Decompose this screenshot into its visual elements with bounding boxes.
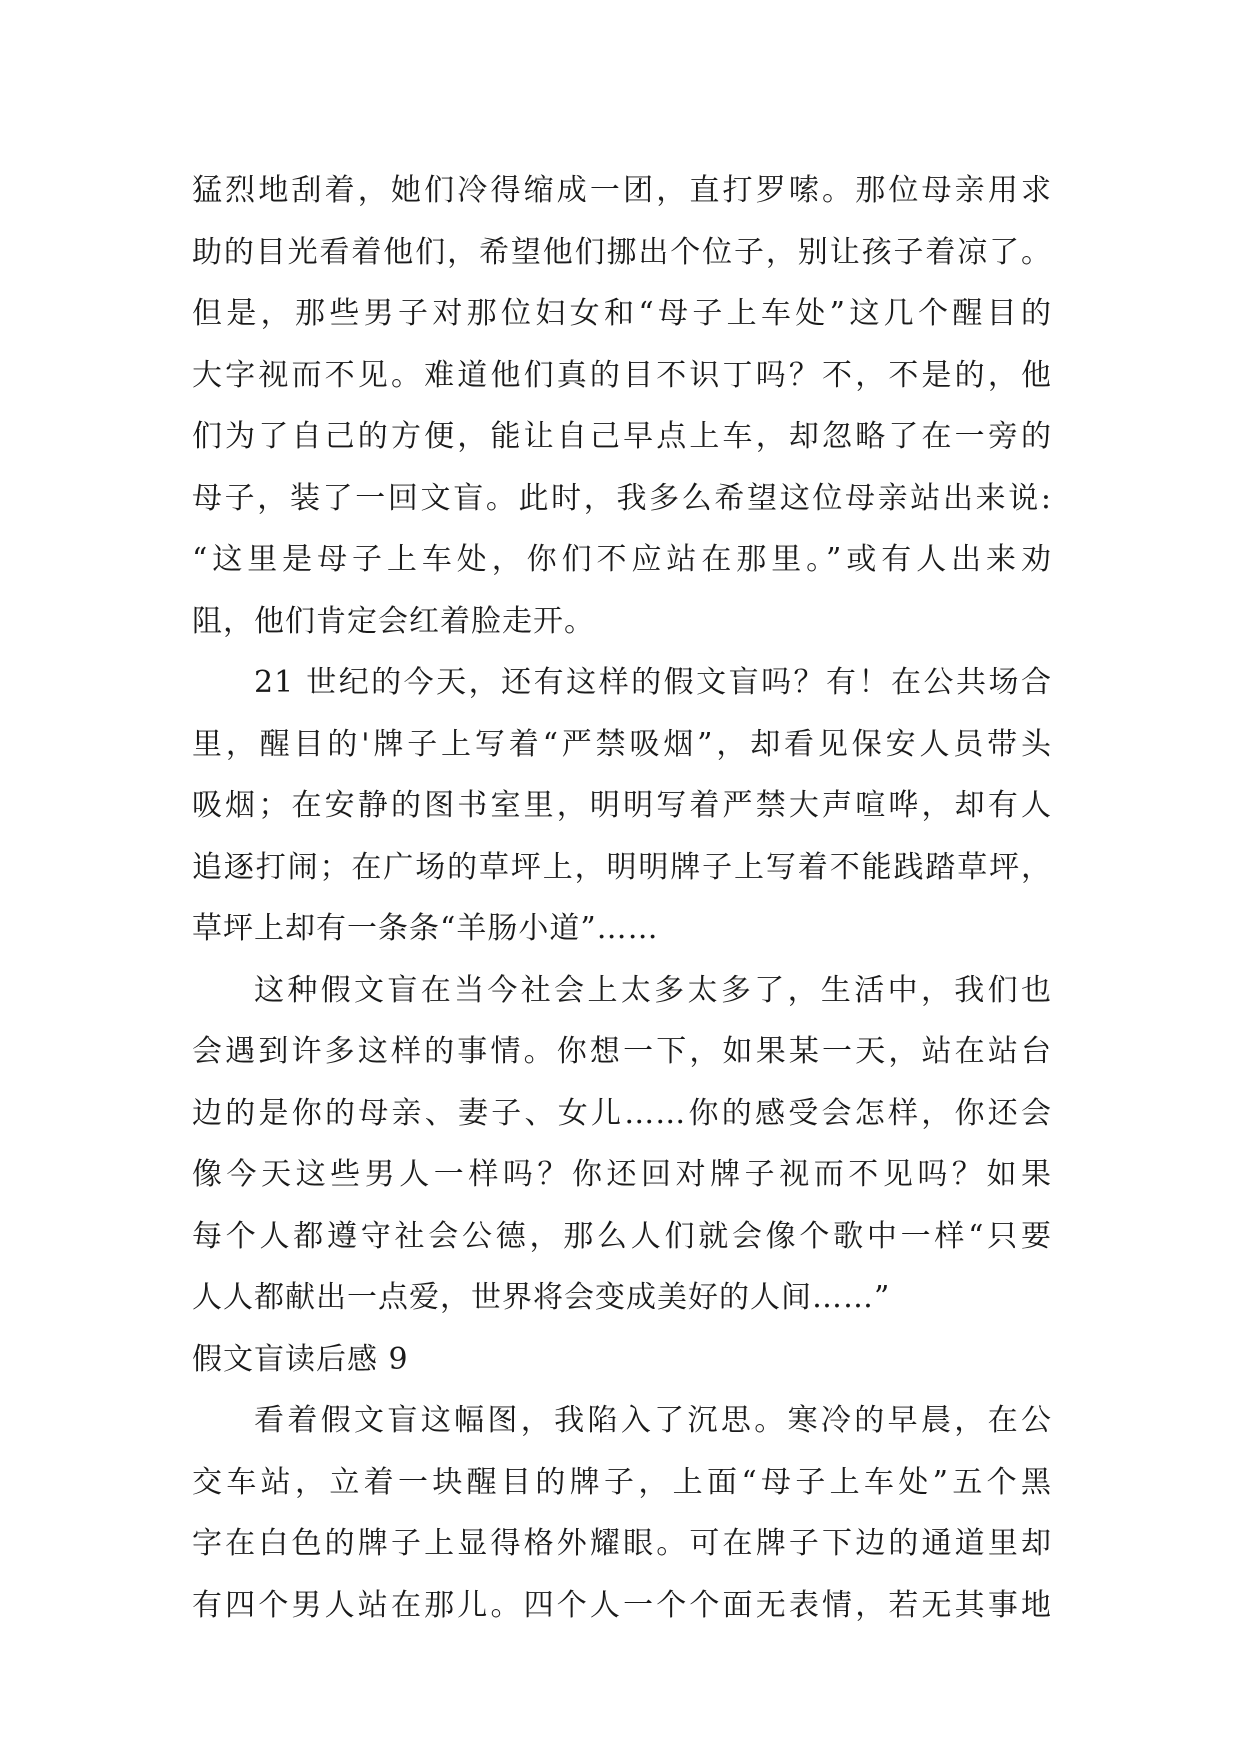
text-line: 字在白色的牌子上显得格外耀眼。可在牌子下边的通道里却 xyxy=(192,1526,1052,1561)
text-line: 草坪上却有一条条“羊肠小道”…… xyxy=(192,911,659,946)
text-line: 每个人都遵守社会公德，那么人们就会像个歌中一样“只要 xyxy=(192,1218,1052,1254)
text-line: 像今天这些男人一样吗？你还回对牌子视而不见吗？如果 xyxy=(192,1157,1052,1192)
paragraph-2 xyxy=(192,652,1052,960)
text-line: 猛烈地刮着，她们冷得缩成一团，直打罗嗦。那位母亲用求 xyxy=(192,173,1052,208)
text-line: 母子，装了一回文盲。此时，我多么希望这位母亲站出来说: xyxy=(192,480,1052,516)
text-line: 助的目光看着他们，希望他们挪出个位子，别让孩子着凉了。 xyxy=(192,234,1052,270)
text-line: 但是，那些男子对那位妇女和“母子上车处”这几个醒目的 xyxy=(192,296,1052,331)
text-line: 边的是你的母亲、妻子、女儿……你的感受会怎样，你还会 xyxy=(192,1095,1052,1131)
paragraph-1 xyxy=(192,160,1052,652)
text-line: 有四个男人站在那儿。四个人一个个面无表情，若无其事地 xyxy=(192,1587,1052,1623)
document-body xyxy=(192,160,1052,1636)
text-line: “这里是母子上车处，你们不应站在那里。”或有人出来劝 xyxy=(192,542,1052,577)
paragraph-4 xyxy=(192,1390,1052,1636)
text-line: 人人都献出一点爱，世界将会变成美好的人间……” xyxy=(192,1280,891,1315)
paragraph-3 xyxy=(192,960,1052,1329)
section-heading: 假文盲读后感 9 xyxy=(192,1341,409,1377)
text-line: 21 世纪的今天，还有这样的假文盲吗？有！在公共场合 xyxy=(254,665,1052,700)
text-line: 里，醒目的'牌子上写着“严禁吸烟”，却看见保安人员带头 xyxy=(192,726,1052,762)
text-line: 们为了自己的方便，能让自己早点上车，却忽略了在一旁的 xyxy=(192,419,1052,454)
text-line: 看着假文盲这幅图，我陷入了沉思。寒冷的早晨，在公 xyxy=(254,1403,1052,1438)
text-line: 追逐打闹；在广场的草坪上，明明牌子上写着不能践踏草坪， xyxy=(192,849,1052,885)
text-line: 这种假文盲在当今社会上太多太多了，生活中，我们也 xyxy=(254,972,1052,1008)
text-line: 大字视而不见。难道他们真的目不识丁吗？不，不是的，他 xyxy=(192,357,1052,393)
text-line: 吸烟；在安静的图书室里，明明写着严禁大声喧哗，却有人 xyxy=(192,788,1052,823)
text-line: 交车站，立着一块醒目的牌子，上面“母子上车处”五个黑 xyxy=(192,1464,1052,1500)
text-line: 阻，他们肯定会红着脸走开。 xyxy=(192,603,595,639)
text-line: 会遇到许多这样的事情。你想一下，如果某一天，站在站台 xyxy=(192,1034,1052,1069)
